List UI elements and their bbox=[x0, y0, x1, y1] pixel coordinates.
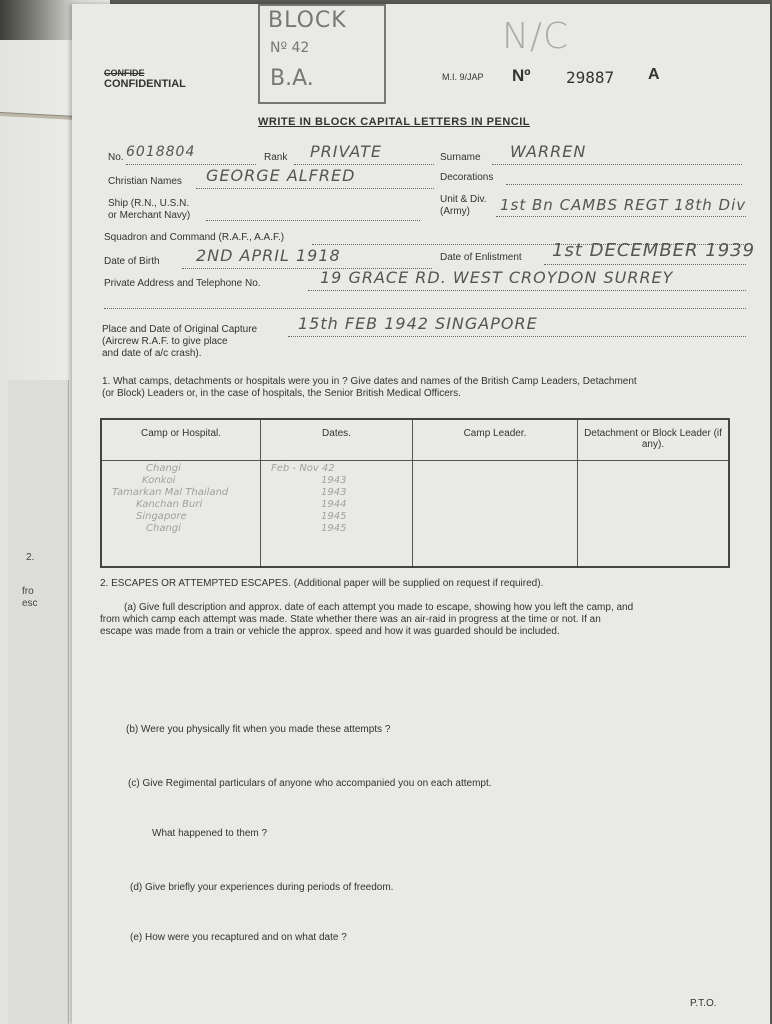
number-label: Nº bbox=[512, 66, 531, 85]
question-2c: (c) Give Regimental particulars of anyone who accompanied you on each attempt. bbox=[128, 778, 492, 789]
address-label: Private Address and Telephone No. bbox=[104, 278, 261, 289]
camp-entry: Kanchan Buri bbox=[136, 499, 203, 510]
dates-list-cell bbox=[261, 461, 413, 568]
stamp-line-2: Nº 42 bbox=[270, 40, 310, 56]
question-2a-line-3: escape was made from a train or vehicle the approx. speed and how it was guarded should be included. bbox=[100, 626, 560, 637]
capture-value: 15th FEB 1942 SINGAPORE bbox=[298, 314, 538, 333]
header-camp-leader: Camp Leader. bbox=[413, 419, 578, 461]
confidential-label: CONFIDENTIAL bbox=[104, 78, 186, 90]
unit-value: 1st Bn CAMBS REGT 18th Div bbox=[500, 196, 747, 214]
question-2a-line-2: from which camp each attempt was made. State whether there was an air-raid in progress at the time or not. If an bbox=[100, 614, 601, 625]
instruction-title: WRITE IN BLOCK CAPITAL LETTERS IN PENCIL bbox=[258, 116, 530, 128]
capture-label-3: and date of a/c crash). bbox=[102, 348, 202, 359]
ship-label-1: Ship (R.N., U.S.N. bbox=[108, 198, 190, 209]
unit-label-1: Unit & Div. bbox=[440, 194, 487, 205]
camp-entry: Konkoi bbox=[142, 475, 176, 486]
underlying-sheet bbox=[8, 380, 69, 1024]
question-1-line-2: (or Block) Leaders or, in the case of hospitals, the Senior British Medical Officers. bbox=[102, 388, 461, 399]
question-2e: (e) How were you recaptured and on what date ? bbox=[130, 932, 347, 943]
decorations-label: Decorations bbox=[440, 172, 494, 183]
ship-label-2: or Merchant Navy) bbox=[108, 210, 191, 221]
surname-label: Surname bbox=[440, 152, 481, 163]
header-detachment-leader: Detachment or Block Leader (if any). bbox=[578, 419, 730, 461]
form-sheet bbox=[72, 4, 770, 1024]
question-2b: (b) Were you physically fit when you made these attempts ? bbox=[126, 724, 391, 735]
camp-entry: Tamarkan Mal Thailand bbox=[112, 487, 229, 498]
enlistment-value: 1st DECEMBER 1939 bbox=[552, 240, 756, 261]
header-camp: Camp or Hospital. bbox=[101, 419, 261, 461]
dob-label: Date of Birth bbox=[104, 256, 160, 267]
squadron-label: Squadron and Command (R.A.F., A.A.F.) bbox=[104, 232, 285, 243]
block-stamp bbox=[258, 4, 386, 104]
dob-value: 2ND APRIL 1918 bbox=[196, 246, 341, 265]
pto-label: P.T.O. bbox=[690, 998, 717, 1009]
question-2a-line-1: (a) Give full description and approx. date of each attempt you made to escape, showing how you left the camp, and bbox=[124, 602, 634, 613]
form-number: 29887 bbox=[566, 68, 615, 87]
date-entry: 1943 bbox=[321, 475, 347, 486]
date-entry: 1945 bbox=[321, 523, 347, 534]
address-value: 19 GRACE RD. WEST CROYDON SURREY bbox=[320, 268, 674, 287]
no-label: No. bbox=[108, 152, 124, 163]
surname-value: WARREN bbox=[510, 142, 587, 161]
rank-label: Rank bbox=[264, 152, 288, 163]
header-dates: Dates. bbox=[261, 419, 413, 461]
detachment-leader-cell bbox=[578, 461, 730, 568]
enlistment-label: Date of Enlistment bbox=[440, 252, 522, 263]
date-entry: 1943 bbox=[321, 487, 347, 498]
camp-entry: Changi bbox=[146, 463, 181, 474]
no-value: 6018804 bbox=[126, 144, 196, 160]
form-suffix: A bbox=[648, 66, 660, 83]
underlying-number: 2. bbox=[26, 552, 35, 563]
question-1-line-1: 1. What camps, detachments or hospitals were you in ? Give dates and names of the British Camp Leaders, Detachment bbox=[102, 376, 637, 387]
camp-entry: Changi bbox=[146, 523, 181, 534]
question-2d: (d) Give briefly your experiences during periods of freedom. bbox=[130, 882, 394, 893]
stamp-line-3: B.A. bbox=[270, 66, 314, 91]
form-reference: M.I. 9/JAP bbox=[442, 72, 484, 82]
camps-table bbox=[100, 418, 730, 568]
capture-label-1: Place and Date of Original Capture bbox=[102, 324, 258, 335]
date-entry: 1945 bbox=[321, 511, 347, 522]
christian-value: GEORGE ALFRED bbox=[206, 166, 356, 185]
handwritten-nc: N/C bbox=[502, 16, 570, 57]
christian-label: Christian Names bbox=[108, 176, 182, 187]
question-2-heading: 2. ESCAPES OR ATTEMPTED ESCAPES. (Additional paper will be supplied on request if required). bbox=[100, 578, 544, 589]
date-entry: 1944 bbox=[321, 499, 347, 510]
date-entry: Feb - Nov 42 bbox=[271, 463, 335, 474]
rank-value: PRIVATE bbox=[310, 142, 383, 161]
camp-entry: Singapore bbox=[136, 511, 187, 522]
stamp-line-1: BLOCK bbox=[268, 8, 347, 33]
camp-leader-cell bbox=[413, 461, 578, 568]
underlying-text-1: fro bbox=[22, 586, 34, 597]
question-2c-followup: What happened to them ? bbox=[152, 828, 268, 839]
capture-label-2: (Aircrew R.A.F. to give place bbox=[102, 336, 228, 347]
camp-list-cell bbox=[101, 461, 261, 568]
unit-label-2: (Army) bbox=[440, 206, 470, 217]
confidential-struck: CONFIDE bbox=[104, 68, 145, 78]
underlying-text-2: esc bbox=[22, 598, 38, 609]
